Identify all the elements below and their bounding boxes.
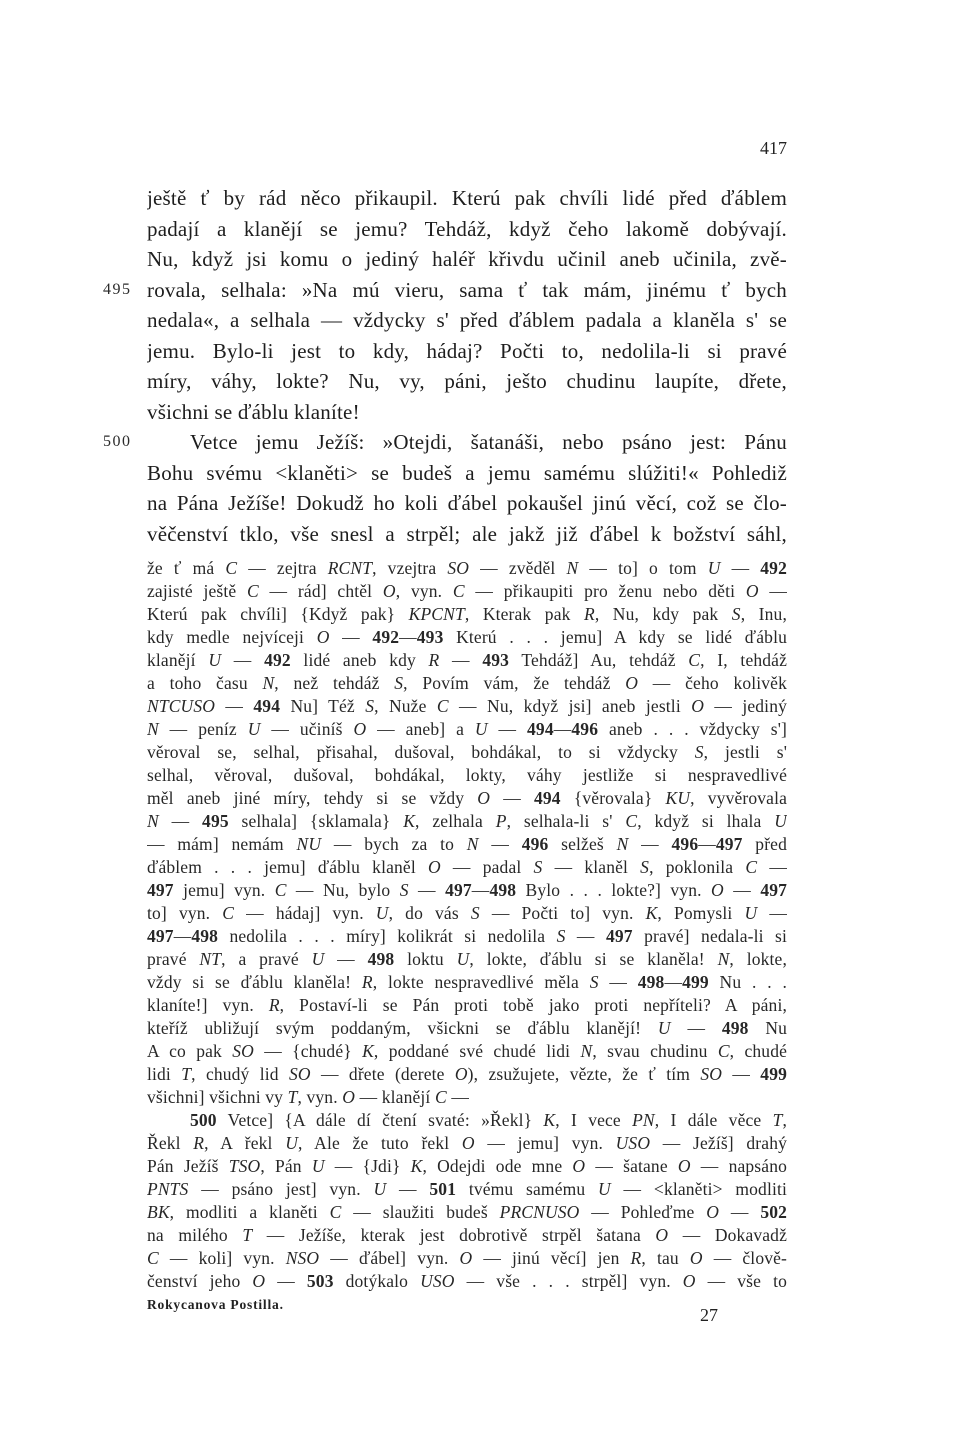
manuscript-siglum: SO bbox=[700, 1063, 723, 1084]
line-reference-number: 499 bbox=[760, 1063, 787, 1084]
manuscript-siglum: SO bbox=[447, 557, 470, 578]
line-reference-number: 502 bbox=[760, 1201, 787, 1222]
manuscript-siglum: U bbox=[456, 948, 470, 969]
manuscript-siglum: K bbox=[362, 1040, 374, 1061]
text-line: Bohu svému <klaněti> se budeš a jemu samému slúžiti!« Pohlediž bbox=[147, 460, 787, 485]
manuscript-siglum: S bbox=[399, 879, 409, 900]
apparatus-line: — mám] nemám NU — bych za to N — 496 selžeš N — 496—497 před bbox=[147, 833, 787, 854]
manuscript-siglum: O bbox=[382, 580, 396, 601]
line-reference-number: 496 bbox=[571, 718, 599, 739]
apparatus-line: PNTS — psáno jest] vyn. U — 501 tvému samému U — <klaněti> modliti bbox=[147, 1178, 787, 1199]
line-reference-number: 496 bbox=[521, 833, 549, 854]
line-reference-number: 495 bbox=[202, 810, 229, 831]
manuscript-siglum: USO bbox=[420, 1270, 455, 1291]
text-line: jemu. Bylo-li jest to kdy, hádaj? Počti to, nedolila-li si pravé bbox=[147, 338, 787, 363]
manuscript-siglum: C bbox=[247, 580, 259, 601]
manuscript-siglum: N bbox=[616, 833, 629, 854]
apparatus-line: klanějí U — 492 lidé aneb kdy R — 493 Tehdáž] Au, tehdáž C, I, tehdáž bbox=[147, 649, 787, 670]
apparatus-line: že ť má C — zejtra RCNT, vzejtra SO — zvěděl N — to] o tom U — 492 bbox=[147, 557, 787, 578]
manuscript-siglum: N bbox=[147, 810, 159, 831]
manuscript-siglum: O bbox=[477, 787, 491, 808]
apparatus-line: Kterú pak chvíli] {Když pak} KPCNT, Kterak pak R, Nu, kdy pak S, Inu, bbox=[147, 603, 787, 624]
manuscript-siglum: C bbox=[436, 695, 449, 716]
manuscript-siglum: O bbox=[454, 1063, 468, 1084]
manuscript-siglum: O bbox=[711, 879, 724, 900]
manuscript-siglum: KPCNT bbox=[408, 603, 465, 624]
apparatus-line: C — koli] vyn. NSO — ďábel] vyn. O — jinú věcí] jen R, tau O — člově- bbox=[147, 1247, 787, 1268]
manuscript-siglum: K bbox=[403, 810, 416, 831]
apparatus-line: a toho času N, než tehdáž S, Povím vám, že tehdáž O — čeho kolivěk bbox=[147, 672, 787, 693]
manuscript-siglum: O bbox=[745, 580, 759, 601]
text-line: Nu, když jsi komu o jediný haléř křivdu učinil aneb učinila, zvě- bbox=[147, 247, 787, 271]
line-reference-number: 493 bbox=[482, 649, 510, 670]
manuscript-siglum: U bbox=[774, 810, 787, 831]
manuscript-siglum: S bbox=[365, 695, 375, 716]
manuscript-siglum: O bbox=[655, 1224, 669, 1245]
line-reference-number: 492 bbox=[372, 626, 400, 647]
manuscript-siglum: O bbox=[459, 1247, 473, 1268]
line-reference-number: 492 bbox=[760, 557, 787, 578]
manuscript-siglum: U bbox=[373, 1178, 387, 1199]
line-reference-number: 498 bbox=[489, 879, 517, 900]
line-reference-number: 492 bbox=[264, 649, 291, 670]
manuscript-siglum: O bbox=[625, 672, 639, 693]
apparatus-line: vždy si se ďáblu klaněla! R, lokte nespravedlivé měla S — 498—499 Nu . . . bbox=[147, 971, 787, 992]
manuscript-siglum: C bbox=[625, 810, 638, 831]
manuscript-siglum: R bbox=[630, 1247, 642, 1268]
manuscript-siglum: K bbox=[410, 1155, 423, 1176]
manuscript-siglum: BK bbox=[147, 1201, 170, 1222]
text-line: míry, váhy, lokte? Nu, vy, páni, ješto chudinu laupíte, dřete, bbox=[147, 369, 787, 393]
manuscript-siglum: U bbox=[285, 1132, 298, 1153]
apparatus-line: kdy medle nejvíceji O — 492—493 Kterú . . . jemu] A kdy se lidé ďáblu bbox=[147, 626, 787, 647]
manuscript-siglum: KU bbox=[665, 787, 691, 808]
apparatus-line: lidi T, chudý lid SO — dřete (derete O), zsužujete, vězte, že ť tím SO — 499 bbox=[147, 1063, 787, 1084]
manuscript-siglum: NU bbox=[296, 833, 322, 854]
apparatus-line: NTCUSO — 494 Nu] Též S, Nuže C — Nu, když jsi] aneb jestli O — jediný bbox=[147, 695, 787, 716]
manuscript-siglum: U bbox=[744, 902, 758, 923]
manuscript-siglum: C bbox=[147, 1247, 159, 1268]
line-reference-number: 493 bbox=[416, 626, 444, 647]
apparatus-line: BK, modliti a klaněti C — slaužiti budeš PRCNUSO — Pohleďme O — 502 bbox=[147, 1201, 787, 1222]
manuscript-siglum: N bbox=[566, 557, 579, 578]
manuscript-siglum: NT bbox=[199, 948, 222, 969]
manuscript-siglum: S bbox=[533, 856, 543, 877]
line-reference-number: 496 bbox=[671, 833, 699, 854]
manuscript-siglum: C bbox=[745, 856, 758, 877]
line-reference-number: 500 bbox=[190, 1109, 217, 1130]
manuscript-siglum: PN bbox=[632, 1109, 655, 1130]
line-reference-number: 497 bbox=[147, 879, 174, 900]
line-reference-number: 497 bbox=[605, 925, 633, 946]
apparatus-line: N — peníz U — učiníš O — aneb] a U — 494—496 aneb . . . vždycky s'] bbox=[147, 718, 787, 739]
manuscript-siglum: R bbox=[361, 971, 373, 992]
manuscript-siglum: NSO bbox=[285, 1247, 320, 1268]
apparatus-line: 497—498 nedolila . . . míry] kolikrát si nedolila S — 497 pravé] nedala-li si bbox=[147, 925, 787, 946]
manuscript-siglum: U bbox=[247, 718, 261, 739]
manuscript-siglum: N bbox=[466, 833, 479, 854]
line-reference-number: 498 bbox=[637, 971, 665, 992]
manuscript-siglum: C bbox=[688, 649, 701, 670]
text-line: Vetce jemu Ježíš: »Otejdi, šatanáši, nebo psáno jest: Pánu bbox=[190, 430, 787, 454]
line-reference-number: 498 bbox=[191, 925, 219, 946]
line-reference-number: 497 bbox=[715, 833, 743, 854]
apparatus-line: zajisté ještě C — rád] chtěl O, vyn. C — přikaupiti pro ženu nebo děti O — bbox=[147, 580, 787, 601]
manuscript-siglum: SO bbox=[288, 1063, 311, 1084]
text-line: ještě ť by rád něco přikaupil. Kterú pak chvíli lidé před ďáblem bbox=[147, 186, 787, 210]
signature-mark: 27 bbox=[700, 1305, 718, 1325]
manuscript-siglum: O bbox=[252, 1270, 266, 1291]
apparatus-line: 500 Vetce] {A dále dí čtení svaté: »Řekl} K, I vece PN, I dále věce T, bbox=[190, 1109, 787, 1130]
line-reference-number: 497 bbox=[445, 879, 472, 900]
line-reference-number: 494 bbox=[534, 787, 561, 808]
apparatus-line: to] vyn. C — hádaj] vyn. U, do vás S — Počti to] vyn. K, Pomysli U — bbox=[147, 902, 787, 923]
manuscript-siglum: O bbox=[427, 856, 441, 877]
line-reference-number: 497 bbox=[147, 925, 174, 946]
running-footer: Rokycanova Postilla. bbox=[147, 1297, 284, 1312]
manuscript-siglum: TSO bbox=[228, 1155, 261, 1176]
apparatus-line: selhal, věroval, dušoval, bohdákal, lokty, váhy jestliže si nespravedlivé bbox=[147, 764, 787, 785]
apparatus-line: A co pak SO — {chudé} K, poddané své chudé lidi N, svau chudinu C, chudé bbox=[147, 1040, 787, 1061]
manuscript-siglum: O bbox=[316, 626, 330, 647]
manuscript-siglum: O bbox=[682, 1270, 696, 1291]
manuscript-siglum: T bbox=[772, 1109, 783, 1130]
manuscript-siglum: R bbox=[193, 1132, 205, 1153]
manuscript-siglum: S bbox=[470, 902, 480, 923]
text-line: rovala, selhala: »Na mú vieru, sama ť tak mám, jinému ť bych bbox=[147, 277, 787, 302]
manuscript-siglum: C bbox=[329, 1201, 342, 1222]
manuscript-siglum: C bbox=[452, 580, 465, 601]
manuscript-siglum: O bbox=[691, 695, 704, 716]
manuscript-siglum: U bbox=[311, 948, 325, 969]
manuscript-siglum: U bbox=[208, 649, 222, 670]
manuscript-siglum: USO bbox=[615, 1132, 651, 1153]
critical-apparatus bbox=[147, 557, 787, 1293]
manuscript-siglum: N bbox=[147, 718, 159, 739]
manuscript-siglum: O bbox=[689, 1247, 703, 1268]
line-reference-number: 503 bbox=[306, 1270, 334, 1291]
manuscript-siglum: R bbox=[268, 994, 280, 1015]
manuscript-siglum: RCNT bbox=[327, 557, 373, 578]
manuscript-siglum: S bbox=[640, 856, 650, 877]
manuscript-siglum: U bbox=[375, 902, 389, 923]
manuscript-siglum: U bbox=[474, 718, 488, 739]
manuscript-siglum: C bbox=[434, 1086, 447, 1107]
manuscript-siglum: T bbox=[181, 1063, 192, 1084]
apparatus-line: měl aneb jiné míry, tehdy si se vždy O — 494 {věrovala} KU, vyvěrovala bbox=[147, 787, 787, 808]
manuscript-siglum: SO bbox=[232, 1040, 254, 1061]
manuscript-siglum: PRCNUSO bbox=[499, 1201, 580, 1222]
manuscript-siglum: S bbox=[394, 672, 404, 693]
manuscript-siglum: O bbox=[342, 1086, 356, 1107]
page-number: 417 bbox=[760, 138, 787, 158]
manuscript-siglum: N bbox=[262, 672, 275, 693]
manuscript-siglum: O bbox=[706, 1201, 720, 1222]
text-line: na Pána Ježíše! Dokudž ho koli ďábel pokaušel jinú věcí, což se člo- bbox=[147, 491, 787, 515]
manuscript-siglum: T bbox=[242, 1224, 253, 1245]
manuscript-siglum: S bbox=[556, 925, 566, 946]
line-reference-number: 501 bbox=[429, 1178, 457, 1199]
manuscript-siglum: PNTS bbox=[147, 1178, 189, 1199]
manuscript-siglum: C bbox=[222, 902, 235, 923]
margin-line-number: 500 bbox=[103, 433, 132, 450]
apparatus-line: N — 495 selhala] {sklamala} K, zelhala P, selhala-li s' C, když si lhala U bbox=[147, 810, 787, 831]
manuscript-siglum: O bbox=[677, 1155, 691, 1176]
manuscript-siglum: N bbox=[717, 948, 730, 969]
manuscript-siglum: C bbox=[225, 557, 238, 578]
line-reference-number: 497 bbox=[760, 879, 787, 900]
line-reference-number: 498 bbox=[367, 948, 395, 969]
apparatus-line: Pán Ježíš TSO, Pán U — {Jdi} K, Odejdi ode mne O — šatane O — napsáno bbox=[147, 1155, 787, 1176]
apparatus-line: 497 jemu] vyn. C — Nu, bylo S — 497—498 Bylo . . . lokte?] vyn. O — 497 bbox=[147, 879, 787, 900]
apparatus-line: Řekl R, A řekl U, Ale že tuto řekl O — jemu] vyn. USO — Ježíš] drahý bbox=[147, 1132, 787, 1153]
line-reference-number: 494 bbox=[253, 695, 281, 716]
manuscript-siglum: U bbox=[598, 1178, 611, 1199]
line-reference-number: 498 bbox=[721, 1017, 749, 1038]
text-line: padají a klanějí se jemu? Tehdáž, když čeho lakomě dobývají. bbox=[147, 216, 787, 241]
manuscript-siglum: U bbox=[707, 557, 721, 578]
margin-line-number: 495 bbox=[103, 280, 132, 298]
manuscript-siglum: N bbox=[580, 1040, 593, 1061]
manuscript-siglum: K bbox=[543, 1109, 556, 1130]
main-text bbox=[147, 183, 787, 549]
manuscript-siglum: S bbox=[731, 603, 741, 624]
apparatus-line: pravé NT, a pravé U — 498 loktu U, lokte, ďáblu si se klaněla! N, lokte, bbox=[147, 948, 787, 969]
apparatus-line: kteříž ubližují svým poddaným, všickni se ďáblu klanějí! U — 498 Nu bbox=[147, 1017, 787, 1038]
manuscript-siglum: U bbox=[657, 1017, 671, 1038]
manuscript-siglum: R bbox=[428, 649, 440, 670]
text-line: věčenství tklo, vše snesl a strpěl; ale jakž již ďábel k božství sáhl, bbox=[147, 521, 787, 546]
apparatus-line: věroval se, selhal, přisahal, dušoval, bohdákal, to si vždycky S, jestli s' bbox=[147, 741, 787, 762]
apparatus-line: čenství jeho O — 503 dotýkalo USO — vše . . . strpěl] vyn. O — vše to bbox=[147, 1270, 787, 1291]
manuscript-siglum: O bbox=[353, 718, 367, 739]
manuscript-siglum: U bbox=[311, 1155, 325, 1176]
line-reference-number: 499 bbox=[682, 971, 709, 992]
apparatus-line: všichni] všichni vy T, vyn. O — klanějí C — bbox=[147, 1086, 469, 1107]
manuscript-siglum: C bbox=[717, 1040, 730, 1061]
manuscript-siglum: R bbox=[583, 603, 595, 624]
manuscript-siglum: P bbox=[495, 810, 507, 831]
line-reference-number: 494 bbox=[527, 718, 554, 739]
manuscript-siglum: NTCUSO bbox=[147, 695, 216, 716]
text-line: nedala«, a selhala — vždycky s' před ďáblem padala a klaněla s' se bbox=[147, 308, 787, 332]
manuscript-siglum: S bbox=[589, 971, 599, 992]
manuscript-siglum: O bbox=[461, 1132, 475, 1153]
apparatus-line: ďáblem . . . jemu] ďáblu klaněl O — padal S — klaněl S, poklonila C — bbox=[147, 856, 787, 877]
manuscript-siglum: O bbox=[572, 1155, 586, 1176]
manuscript-siglum: T bbox=[287, 1086, 298, 1107]
manuscript-siglum: K bbox=[645, 902, 658, 923]
manuscript-siglum: S bbox=[694, 741, 704, 762]
text-line: všichni se ďáblu klaníte! bbox=[147, 399, 360, 424]
apparatus-line: na milého T — Ježíše, kterak jest dobrotivě strpěl šatana O — Dokavadž bbox=[147, 1224, 787, 1245]
manuscript-siglum: C bbox=[274, 879, 287, 900]
apparatus-line: klaníte!] vyn. R, Postaví-li se Pán proti tobě jako proti nepříteli? A páni, bbox=[147, 994, 787, 1015]
